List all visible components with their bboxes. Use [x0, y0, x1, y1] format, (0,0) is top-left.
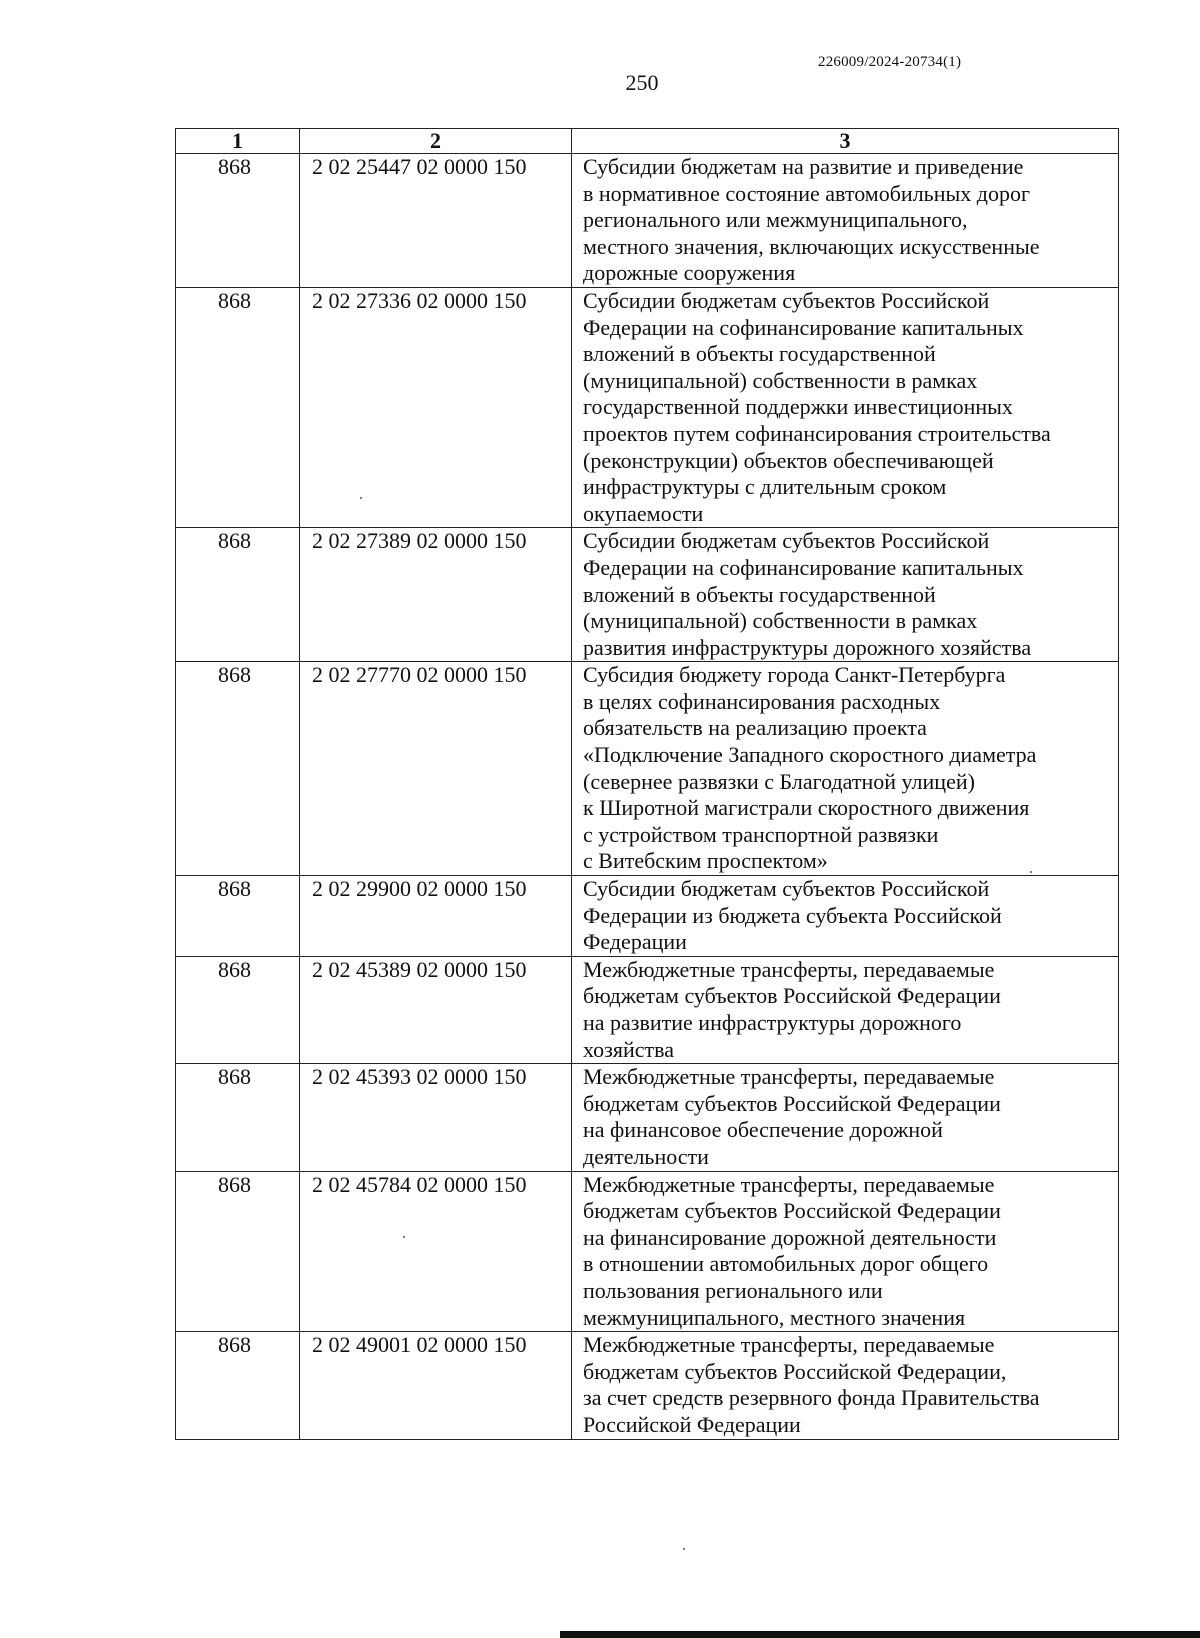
income-description-cell: Межбюджетные трансферты, передаваемые бюджетам субъектов Российской Федерации на финансовое обеспечение дорожной деятельности — [572, 1064, 1119, 1171]
table-body — [176, 154, 1119, 1440]
income-description-cell: Межбюджетные трансферты, передаваемые бюджетам субъектов Российской Федерации, за счет средств резервного фонда Правительства Российской Федерации — [572, 1332, 1119, 1439]
scan-speck — [1030, 871, 1032, 873]
table-row — [176, 1171, 1119, 1332]
admin-code-cell: 868 — [176, 154, 300, 288]
column-header-1: 1 — [176, 129, 300, 154]
kbk-code-cell: 2 02 29900 02 0000 150 — [300, 876, 572, 957]
kbk-code-cell: 2 02 27336 02 0000 150 — [300, 287, 572, 527]
kbk-code-cell: 2 02 45784 02 0000 150 — [300, 1171, 572, 1332]
kbk-code-cell: 2 02 45393 02 0000 150 — [300, 1064, 572, 1171]
income-description-cell: Субсидия бюджету города Санкт-Петербурга в целях софинансирования расходных обязательств на реализацию проекта «Подключение Западного скоростного диаметра (севернее развязки с Благодатной улицей) к Широтной магистрали скоростного движения с устройством транспортной развязки с Витебским проспектом» — [572, 662, 1119, 876]
table-row — [176, 528, 1119, 662]
kbk-code-cell: 2 02 25447 02 0000 150 — [300, 154, 572, 288]
scan-speck — [360, 497, 362, 499]
admin-code-cell: 868 — [176, 528, 300, 662]
scan-speck — [403, 1236, 405, 1238]
income-description-cell: Субсидии бюджетам субъектов Российской Федерации на софинансирование капитальных вложений в объекты государственной (муниципальной) собственности в рамках развития инфраструктуры дорожного хозяйства — [572, 528, 1119, 662]
kbk-code-cell: 2 02 45389 02 0000 150 — [300, 956, 572, 1063]
column-header-3: 3 — [572, 129, 1119, 154]
income-description-cell: Межбюджетные трансферты, передаваемые бюджетам субъектов Российской Федерации на развитие инфраструктуры дорожного хозяйства — [572, 956, 1119, 1063]
table-header-row — [176, 129, 1119, 154]
document-registration-number: 226009/2024-20734(1) — [818, 54, 962, 70]
page-number: 250 — [625, 70, 659, 95]
admin-code-cell: 868 — [176, 1171, 300, 1332]
admin-code-cell: 868 — [176, 956, 300, 1063]
table-row — [176, 876, 1119, 957]
table-row — [176, 287, 1119, 527]
table-row — [176, 154, 1119, 288]
income-description-cell: Межбюджетные трансферты, передаваемые бюджетам субъектов Российской Федерации на финансирование дорожной деятельности в отношении автомобильных дорог общего пользования регионального или межмуниципального, местного значения — [572, 1171, 1119, 1332]
scan-edge-shadow — [560, 1631, 1200, 1638]
table-row — [176, 1332, 1119, 1439]
scan-speck — [683, 1548, 685, 1550]
admin-code-cell: 868 — [176, 1332, 300, 1439]
table-row — [176, 662, 1119, 876]
admin-code-cell: 868 — [176, 1064, 300, 1171]
column-header-2: 2 — [300, 129, 572, 154]
income-description-cell: Субсидии бюджетам субъектов Российской Федерации из бюджета субъекта Российской Федерации — [572, 876, 1119, 957]
kbk-code-cell: 2 02 27389 02 0000 150 — [300, 528, 572, 662]
budget-classification-table — [175, 128, 1119, 1440]
income-description-cell: Субсидии бюджетам на развитие и приведение в нормативное состояние автомобильных дорог регионального или межмуниципального, местного значения, включающих искусственные дорожные сооружения — [572, 154, 1119, 288]
admin-code-cell: 868 — [176, 662, 300, 876]
admin-code-cell: 868 — [176, 287, 300, 527]
admin-code-cell: 868 — [176, 876, 300, 957]
income-description-cell: Субсидии бюджетам субъектов Российской Федерации на софинансирование капитальных вложений в объекты государственной (муниципальной) собственности в рамках государственной поддержки инвестиционных проектов путем софинансирования строительства (реконструкции) объектов обеспечивающей инфраструктуры с длительным сроком окупаемости — [572, 287, 1119, 527]
table-row — [176, 956, 1119, 1063]
kbk-code-cell: 2 02 49001 02 0000 150 — [300, 1332, 572, 1439]
kbk-code-cell: 2 02 27770 02 0000 150 — [300, 662, 572, 876]
table-row — [176, 1064, 1119, 1171]
